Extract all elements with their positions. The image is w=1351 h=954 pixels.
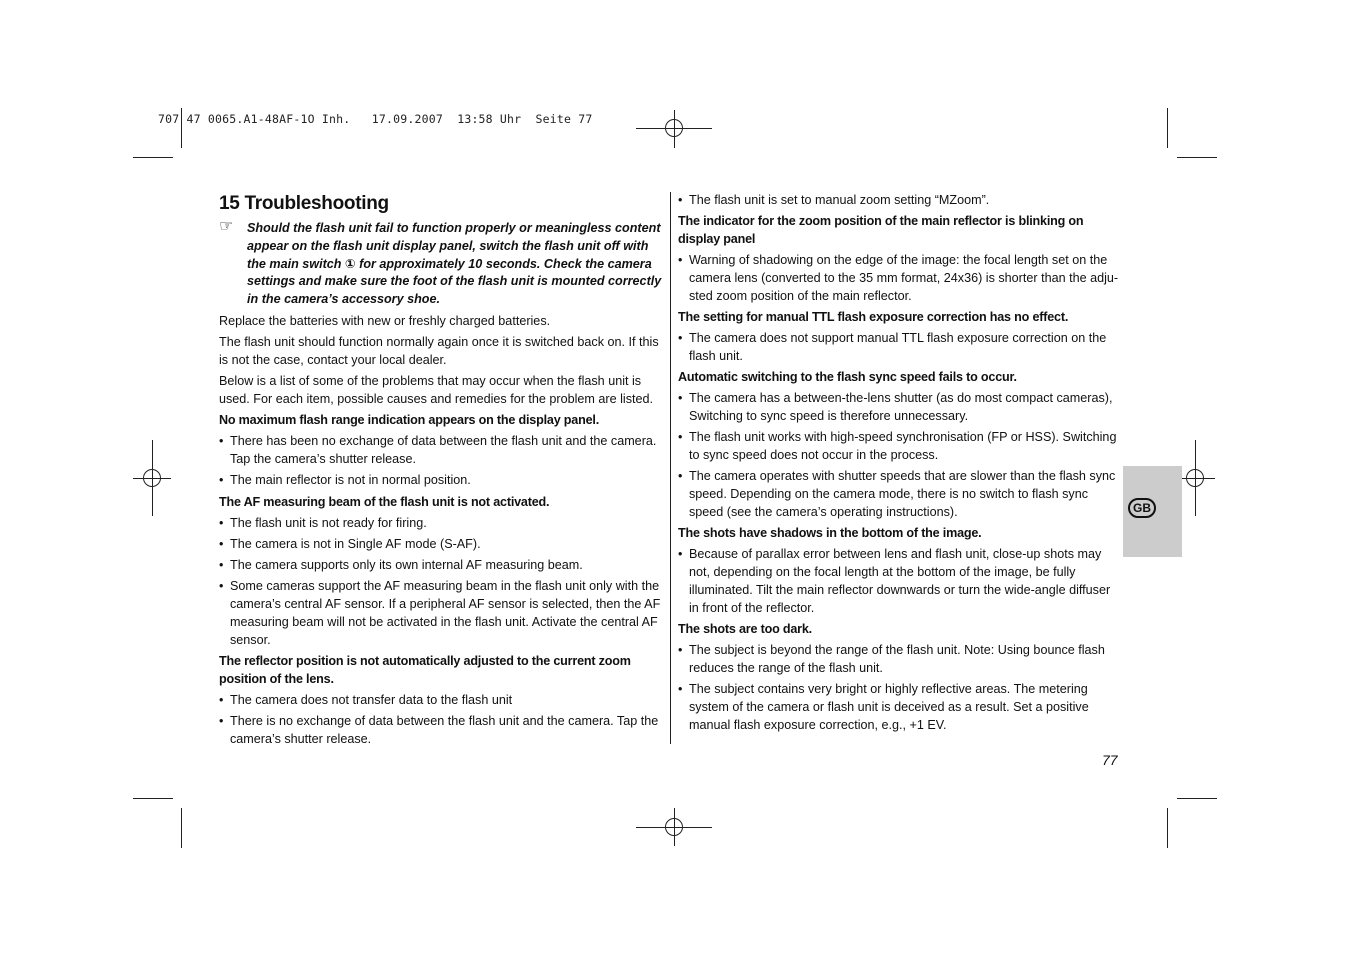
problem-heading: The setting for manual TTL flash exposure correction has no effect. (678, 309, 1069, 324)
problem-heading: The indicator for the zoom position of the main reflector is blinking on display panel (678, 214, 1084, 246)
cause-item: • The camera supports only its own internal AF measuring beam. (219, 557, 663, 575)
cause-item: • The flash unit is set to manual zoom setting “MZoom”. (678, 192, 1122, 210)
section-title: 15 Troubleshooting (219, 193, 389, 214)
cause-item: • The camera does not support manual TTL flash exposure correction on the flash unit. (678, 330, 1122, 366)
cause-item: • The camera is not in Single AF mode (S-AF). (219, 536, 663, 554)
print-slug: 707 47 0065.A1-48AF-1O Inh. 17.09.2007 13:58 Uhr Seite 77 (158, 112, 593, 126)
problem-heading: The reflector position is not automatically adjusted to the current zoom position of the lens. (219, 653, 631, 686)
cause-item: • The camera does not transfer data to the flash unit (219, 692, 663, 710)
problem-heading: Automatic switching to the flash sync speed fails to occur. (678, 370, 1017, 385)
problem-heading: The shots have shadows in the bottom of the image. (678, 526, 982, 541)
left-column (219, 192, 663, 752)
intro-paragraph: Replace the batteries with new or freshly charged batteries. (219, 313, 551, 328)
language-badge: GB (1128, 498, 1156, 518)
page-number: 77 (1102, 752, 1118, 768)
intro-paragraph: The flash unit should function normally again once it is switched back on. If this is not the case, contact your local dealer. (219, 335, 659, 367)
cause-item: • The subject contains very bright or highly reflective areas. The metering system of the camera or flash unit is deceived as a result. Set a positive manual flash exposure correction, e.g., +1 EV. (678, 681, 1122, 734)
cause-item: • The flash unit is not ready for firing. (219, 515, 663, 533)
cause-item: • There has been no exchange of data between the flash unit and the camera. Tap the camera’s shutter release. (219, 433, 663, 469)
note-text: Should the flash unit fail to function properly or meaningless content appear on the flash unit display panel, switch the flash unit off with the main switch ① for approximately 10 seconds. Check the camera settings and make sure the foot of the flash unit is mounted correctly in the camera’s accessory shoe. (247, 221, 662, 307)
cause-item: • Because of parallax error between lens and flash unit, close-up shots may not, depending on the focal length at the bottom of the image, be fully illuminated. Tilt the main reflector downwards or turn the wide-angle diffuser in front of the reflector. (678, 546, 1122, 617)
cause-item: • The main reflector is not in normal position. (219, 472, 663, 490)
column-divider (670, 192, 671, 744)
cause-item: • The subject is beyond the range of the flash unit. Note: Using bounce flash reduces the range of the flash unit. (678, 642, 1122, 678)
warning-note (219, 220, 663, 309)
right-column (678, 192, 1122, 738)
cause-item: • Some cameras support the AF measuring beam in the flash unit only with the camera’s central AF sensor. If a peripheral AF sensor is selected, then the AF measuring beam will not be activated in the flash unit. Activate the central AF sensor. (219, 578, 663, 649)
cause-item: • Warning of shadowing on the edge of the image: the focal length set on the camera lens (converted to the 35 mm format, 24x36) is shorter than the adju-sted zoom position of the main reflector. (678, 252, 1122, 305)
cause-item: • The camera operates with shutter speeds that are slower than the flash sync speed. Depending on the camera mode, there is no switch to flash sync speed (see the camera’s operating instructions). (678, 468, 1122, 521)
cause-item: • The flash unit works with high-speed synchronisation (FP or HSS). Switching to sync speed does not occur in the process. (678, 429, 1122, 465)
pointing-hand-icon: ☞ (219, 218, 234, 235)
cause-item: • There is no exchange of data between the flash unit and the camera. Tap the camera’s shutter release. (219, 713, 663, 749)
cause-item: • The camera has a between-the-lens shutter (as do most compact cameras), Switching to sync speed is therefore unnecessary. (678, 390, 1122, 426)
problem-heading: The shots are too dark. (678, 621, 812, 636)
problem-heading: The AF measuring beam of the flash unit is not activated. (219, 494, 550, 509)
intro-paragraph: Below is a list of some of the problems that may occur when the flash unit is used. For each item, possible causes and remedies for the problem are listed. (219, 374, 654, 406)
problem-heading: No maximum flash range indication appears on the display panel. (219, 413, 599, 428)
